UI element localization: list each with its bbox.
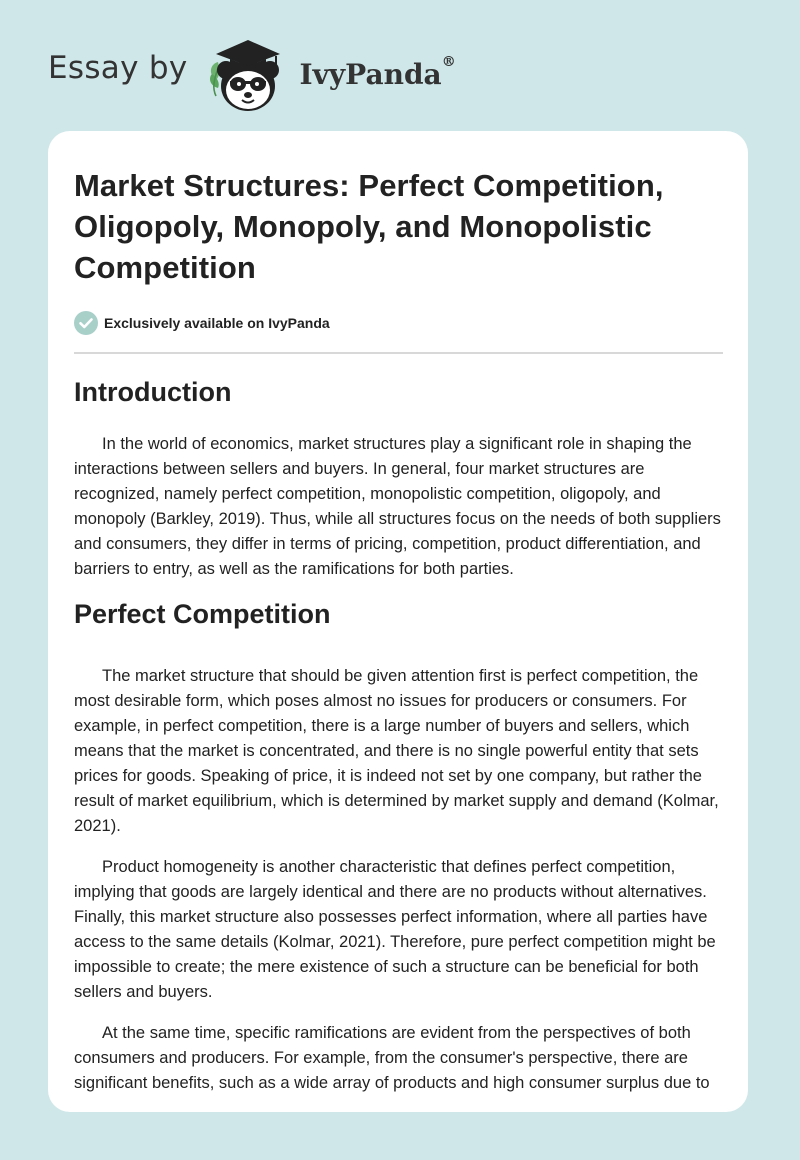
article-card: [48, 131, 748, 1112]
badge-text: Exclusively available on IvyPanda: [104, 315, 330, 331]
brand-name: IvyPanda®: [299, 53, 456, 91]
divider: [74, 352, 723, 354]
section-heading-introduction: Introduction: [74, 377, 232, 407]
check-circle-icon: [74, 311, 98, 335]
brand-prefix: Essay by: [48, 50, 188, 86]
exclusive-badge: [74, 311, 722, 335]
paragraph: The market structure that should be given attention first is perfect competition, the most desirable form, which poses almost no issues for producers or consumers. For example, in perfect competition, there is a large number of buyers and sellers, which means that the market is concentrated, and there is no single powerful entity that sets prices for goods. Speaking of price, it is indeed not set by one company, but rather the result of market equilibrium, which is determined by market supply and demand (Kolmar, 2021).: [74, 667, 719, 835]
panda-graduate-icon[interactable]: [202, 28, 294, 118]
paragraph: In the world of economics, market structures play a significant role in shaping the interactions between sellers and buyers. In general, four market structures are recognized, namely perfect competition, monopolistic competition, oligopoly, and monopoly (Barkley, 2019). Thus, while all structures focus on the needs of both suppliers and consumers, they differ in terms of pricing, competition, product differentiation, and barriers to entry, as well as the ramifications for both parties.: [74, 435, 721, 578]
paragraph: Product homogeneity is another characteristic that defines perfect competition, implying that goods are largely identical and there are no products without alternatives. Finally, this market structure also possesses perfect information, where all parties have access to the same details (Kolmar, 2021). Therefore, pure perfect competition might be impossible to create; the mere existence of such a structure can be beneficial for both sellers and buyers.: [74, 858, 716, 1001]
section-heading-perfect-competition: Perfect Competition: [74, 599, 331, 629]
site-header: [48, 28, 456, 118]
article-title: Market Structures: Perfect Competition, Oligopoly, Monopoly, and Monopolistic Competition: [74, 168, 664, 285]
paragraph: At the same time, specific ramifications are evident from the perspectives of both consumers and producers. For example, from the consumer's perspective, there are significant benefits, such as a wide array of products and high consumer surplus due to: [74, 1024, 710, 1092]
